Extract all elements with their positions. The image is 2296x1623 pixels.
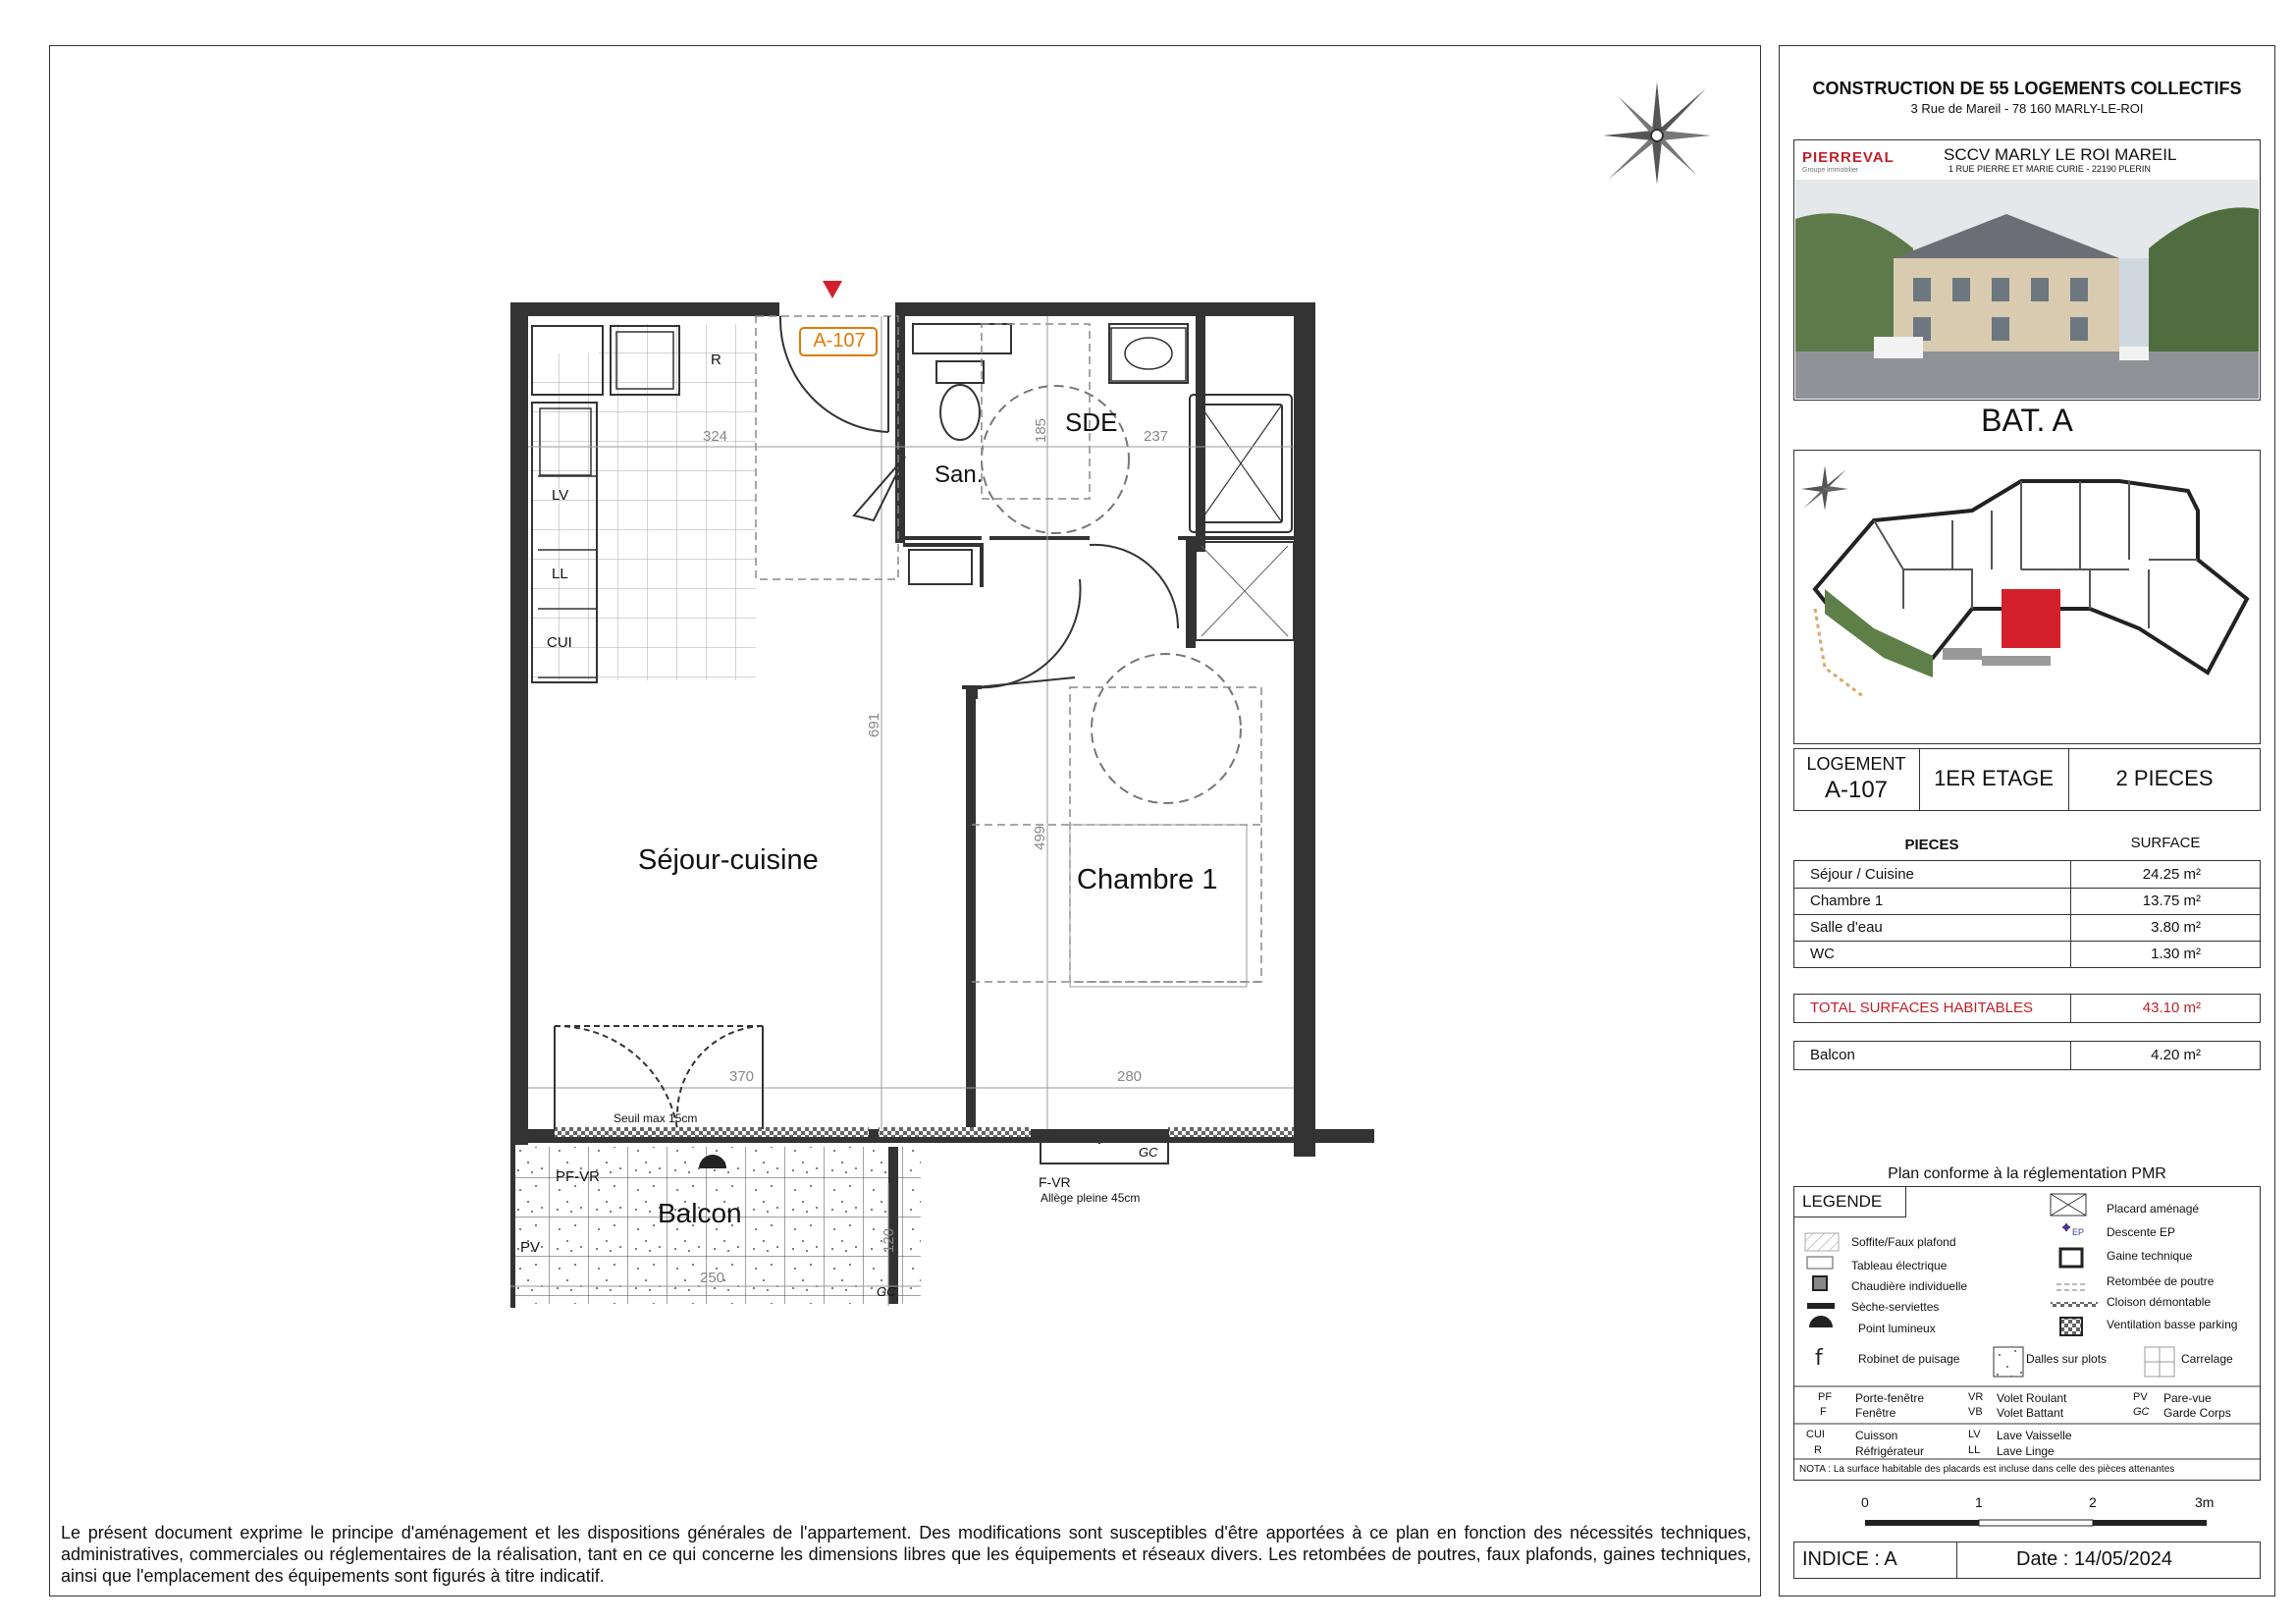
project-address: 3 Rue de Mareil - 78 160 MARLY-LE-ROI: [1910, 101, 2144, 116]
total-value: 43.10 m²: [2142, 1000, 2201, 1016]
legend-dalles: Dalles sur plots: [2026, 1352, 2108, 1366]
abbrev-label: Porte-fenêtre: [1855, 1391, 1925, 1405]
abbrev-label: Lave Vaisselle: [1997, 1429, 2072, 1442]
table-header-pieces: PIECES: [1904, 837, 1959, 853]
scale-tick: 2: [2089, 1494, 2097, 1510]
dim-185: 185: [1033, 417, 1050, 444]
balcon-value: 4.20 m²: [2151, 1047, 2201, 1063]
compass-rose-icon: [1603, 81, 1711, 185]
room-name: Séjour / Cuisine: [1794, 861, 2071, 888]
abbrev-code: CUI: [1806, 1429, 1825, 1440]
abbrev-code: VB: [1968, 1406, 1983, 1418]
dim-120: 120: [881, 1227, 898, 1254]
dim-324: 324: [703, 428, 728, 445]
abbrev-label: Volet Battant: [1997, 1406, 2064, 1420]
room-surface: 3.80 m²: [2151, 919, 2201, 936]
annotation-fvr: F-VR: [1039, 1174, 1071, 1190]
label-r: R: [711, 352, 721, 368]
scale-tick: 1: [1975, 1494, 1983, 1510]
scale-tick: 0: [1861, 1494, 1869, 1510]
dim-250: 250: [700, 1270, 725, 1286]
abbrev-label: Cuisson: [1855, 1429, 1898, 1442]
abbrev-code: LL: [1968, 1444, 1981, 1456]
annotation-pv: PV: [520, 1239, 541, 1256]
legend-item-label: Robinet de puisage: [1858, 1352, 1960, 1366]
building-label: BAT. A: [1981, 403, 2073, 438]
dim-237: 237: [1144, 428, 1169, 445]
project-title: CONSTRUCTION DE 55 LOGEMENTS COLLECTIFS: [1812, 79, 2242, 98]
legend-note: NOTA : La surface habitable des placards est incluse dans celle des pièces attenantes: [1799, 1464, 2175, 1475]
floor-label: 1ER ETAGE: [1934, 766, 2054, 790]
label-ll: LL: [552, 566, 568, 582]
sccv-name: SCCV MARLY LE ROI MAREIL: [1944, 145, 2177, 164]
interior-partitions: [903, 538, 1294, 699]
logement-label: LOGEMENT: [1806, 754, 1906, 774]
room-label-chambre: Chambre 1: [1077, 864, 1218, 895]
room-surface: 1.30 m²: [2151, 946, 2201, 962]
table-row: [1794, 914, 2260, 942]
sccv-address: 1 RUE PIERRE ET MARIE CURIE - 22190 PLERIN: [1949, 164, 2151, 174]
total-label: TOTAL SURFACES HABITABLES: [1794, 995, 2071, 1022]
logement-id: A-107: [1824, 777, 1889, 803]
abbrev-code: VR: [1968, 1391, 1984, 1403]
legend-item-label: Soffite/Faux plafond: [1851, 1235, 1956, 1249]
abbrev-label: Réfrigérateur: [1855, 1444, 1925, 1458]
room-name: Chambre 1: [1794, 888, 2071, 914]
room-label-san: San.: [934, 461, 984, 488]
developer-tagline: Groupe immobilier: [1802, 167, 1859, 174]
ep-tag: EP: [2072, 1227, 2085, 1237]
legend-carrelage: Carrelage: [2181, 1352, 2233, 1366]
date-label: Date : 14/05/2024: [2016, 1548, 2173, 1570]
legend-item-label: Tableau électrique: [1851, 1259, 1948, 1272]
table-row: [1794, 861, 2260, 889]
table-header-surface: SURFACE: [2130, 835, 2201, 851]
abbrev-code: PV: [2133, 1391, 2148, 1403]
table-row: [1794, 888, 2260, 915]
unit-tag: A-107: [813, 330, 866, 352]
abbrev-label: Lave Linge: [1997, 1444, 2055, 1458]
balcon-label: Balcon: [1794, 1042, 2071, 1069]
window-sill: [879, 1127, 1031, 1137]
rooms-table: [1793, 860, 2261, 968]
balcon-row: [1793, 1041, 2261, 1070]
window-sill-chambre: [1168, 1127, 1294, 1137]
dim-370: 370: [729, 1068, 755, 1085]
legend-item-label: Ventilation basse parking: [2107, 1318, 2238, 1331]
annotation-gc-window: GC: [1139, 1145, 1158, 1160]
annotation-pfvr: PF-VR: [556, 1168, 600, 1185]
room-name: Salle d'eau: [1794, 914, 2071, 941]
dim-691: 691: [866, 712, 883, 738]
legend-item-label: Point lumineux: [1858, 1322, 1936, 1335]
key-plan: [1795, 452, 2259, 742]
legend-title: LEGENDE: [1802, 1192, 1883, 1211]
legend-item-label: Gaine technique: [2107, 1249, 2193, 1263]
abbrev-label: Garde Corps: [2163, 1406, 2231, 1420]
room-label-sde: SDE: [1065, 407, 1118, 437]
abbrev-code: F: [1820, 1406, 1827, 1418]
room-surface: 13.75 m²: [2142, 893, 2201, 909]
label-cui: CUI: [547, 634, 572, 651]
abbrev-label: Pare-vue: [2163, 1391, 2212, 1405]
total-row: [1793, 994, 2261, 1023]
dim-280: 280: [1117, 1068, 1143, 1085]
label-lv: LV: [552, 487, 569, 504]
room-label-balcon: Balcon: [658, 1198, 742, 1228]
legend-item-label: Sèche-serviettes: [1851, 1300, 1940, 1314]
abbrev-code: R: [1814, 1444, 1822, 1456]
pmr-title: Plan conforme à la réglementation PMR: [1888, 1165, 2166, 1182]
scale-tick: 3m: [2195, 1494, 2215, 1510]
room-name: WC: [1794, 941, 2071, 967]
legend-item-label: Chaudière individuelle: [1851, 1279, 1968, 1293]
developer-logo: PIERREVAL: [1802, 149, 1895, 166]
abbrev-code: PF: [1818, 1391, 1833, 1403]
disclaimer-text: Le présent document exprime le principe d'aménagement et les dispositions générales de l'appartement. Des modifications sont susceptibles d'être apportées à ce plan en fonction des nécessités techniques, administratives, commerciales ou réglementaires de la réalisation, tant en ce qui concerne les dimensions libres que les équipements et réseaux divers. Les retombées de poutres, faux plafonds, gaines techniques, ainsi que l'emplacement des équipements sont figurés à titre indicatif.: [61, 1523, 1751, 1586]
legend-item-label: Cloison démontable: [2107, 1295, 2212, 1309]
annotation-gc-balcony: GC: [877, 1284, 896, 1299]
annotation-seuil: Seuil max 15cm: [614, 1111, 698, 1125]
building-photo: [1795, 180, 2259, 399]
entry-marker-icon: [823, 281, 842, 298]
indice-label: INDICE : A: [1802, 1548, 1897, 1570]
table-row: [1794, 941, 2260, 967]
scale-bar: [1855, 1512, 2228, 1532]
abbrev-code: GC: [2133, 1406, 2150, 1418]
abbrev-label: Fenêtre: [1855, 1406, 1896, 1420]
legend-item-label: Descente EP: [2107, 1225, 2176, 1239]
window-sill-sejour: [555, 1127, 869, 1137]
legend-item-label: Retombée de poutre: [2107, 1274, 2215, 1288]
abbrev-label: Volet Roulant: [1997, 1391, 2067, 1405]
legend-item-label: Placard aménagé: [2107, 1202, 2200, 1216]
annotation-allege: Allège pleine 45cm: [1041, 1191, 1141, 1205]
dim-499: 499: [1032, 825, 1049, 851]
room-label-sejour: Séjour-cuisine: [638, 844, 819, 876]
abbrev-code: LV: [1968, 1429, 1981, 1440]
unit-highlight: [2002, 589, 2060, 648]
key-plan-compass-icon: [1801, 465, 1848, 511]
svg-text:f: f: [1815, 1346, 1823, 1371]
pieces-label: 2 PIECES: [2115, 766, 2214, 790]
room-surface: 24.25 m²: [2142, 866, 2201, 883]
